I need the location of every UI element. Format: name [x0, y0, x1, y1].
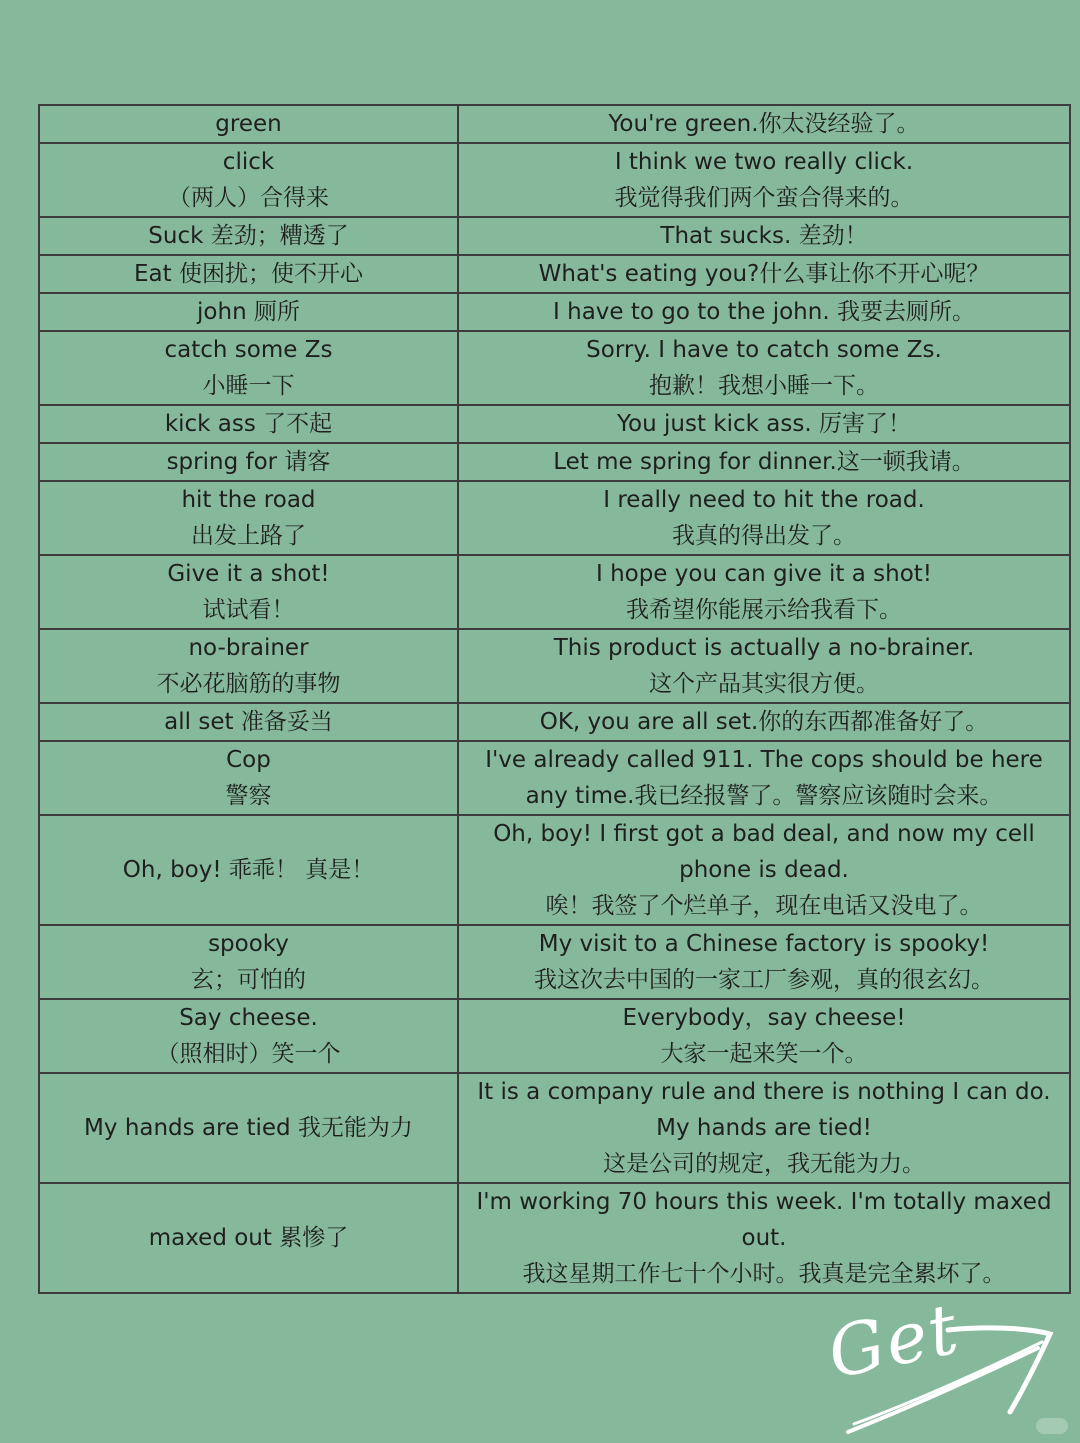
- table-row: [39, 217, 1070, 255]
- example-line: I'm working 70 hours this week. I'm totally maxed: [476, 1189, 1052, 1215]
- example-cell: [458, 405, 1070, 443]
- example-cell: [458, 555, 1070, 629]
- example-line: My visit to a Chinese factory is spooky!: [538, 931, 990, 957]
- example-line: That sucks. 差劲！: [660, 223, 868, 249]
- swoosh-arrow-icon: [828, 1300, 1068, 1440]
- table-row: [39, 443, 1070, 481]
- term-cell: [39, 293, 458, 331]
- table-row: [39, 999, 1070, 1073]
- term-cell: [39, 555, 458, 629]
- term-cell: [39, 481, 458, 555]
- term-line: hit the road: [181, 487, 316, 513]
- table-row: [39, 405, 1070, 443]
- term-line: kick ass 了不起: [164, 411, 333, 437]
- example-line: 这个产品其实很方便。: [649, 671, 879, 697]
- term-line: My hands are tied 我无能为力: [84, 1115, 413, 1141]
- example-line: 我觉得我们两个蛮合得来的。: [614, 185, 914, 211]
- example-line: OK, you are all set.你的东西都准备好了。: [539, 709, 989, 735]
- term-line: Oh, boy! 乖乖！ 真是！: [122, 857, 375, 883]
- term-line: 玄；可怕的: [191, 967, 306, 993]
- table-row: [39, 555, 1070, 629]
- example-line: I hope you can give it a shot!: [595, 561, 933, 587]
- table-row: [39, 255, 1070, 293]
- term-line: 试试看！: [202, 597, 295, 623]
- table-row: [39, 143, 1070, 217]
- term-line: Suck 差劲；糟透了: [148, 223, 349, 249]
- term-line: 出发上路了: [191, 523, 306, 549]
- example-line: 我希望你能展示给我看下。: [626, 597, 902, 623]
- example-line: out.: [741, 1225, 787, 1251]
- table-row: [39, 629, 1070, 703]
- example-line: 这是公司的规定，我无能为力。: [603, 1151, 925, 1177]
- term-line: （照相时）笑一个: [156, 1041, 341, 1067]
- example-line: What's eating you?什么事让你不开心呢？: [538, 261, 990, 287]
- term-line: spooky: [208, 931, 289, 957]
- table-row: [39, 925, 1070, 999]
- example-cell: [458, 217, 1070, 255]
- table-row: [39, 331, 1070, 405]
- term-cell: [39, 105, 458, 143]
- term-line: maxed out 累惨了: [148, 1225, 349, 1251]
- example-cell: [458, 703, 1070, 741]
- example-cell: [458, 815, 1070, 925]
- term-line: 警察: [225, 783, 272, 809]
- phrase-table-body: [39, 105, 1070, 1293]
- term-cell: [39, 1183, 458, 1293]
- example-line: Sorry. I have to catch some Zs.: [586, 337, 942, 363]
- term-line: （两人）合得来: [168, 185, 329, 211]
- term-line: 不必花脑筋的事物: [156, 671, 341, 697]
- term-line: Give it a shot!: [167, 561, 330, 587]
- example-cell: [458, 999, 1070, 1073]
- term-cell: [39, 255, 458, 293]
- term-line: Cop: [226, 747, 271, 773]
- term-line: spring for 请客: [166, 449, 331, 475]
- get-stamp: [820, 1287, 1068, 1440]
- example-cell: [458, 443, 1070, 481]
- term-line: all set 准备妥当: [164, 709, 333, 735]
- example-line: phone is dead.: [679, 857, 849, 883]
- example-line: Let me spring for dinner.这一顿我请。: [553, 449, 975, 475]
- example-line: You just kick ass. 厉害了！: [617, 411, 911, 437]
- term-cell: [39, 703, 458, 741]
- example-line: 大家一起来笑一个。: [660, 1041, 868, 1067]
- example-line: This product is actually a no-brainer.: [553, 635, 975, 661]
- example-line: I have to go to the john. 我要去厕所。: [553, 299, 975, 325]
- table-row: [39, 1183, 1070, 1293]
- example-cell: [458, 1183, 1070, 1293]
- term-cell: [39, 629, 458, 703]
- example-cell: [458, 925, 1070, 999]
- example-line: Everybody，say cheese!: [622, 1005, 906, 1031]
- example-line: 唉！我签了个烂单子，现在电话又没电了。: [545, 893, 983, 919]
- term-line: 小睡一下: [202, 373, 295, 399]
- phrase-table: [38, 104, 1071, 1294]
- term-line: catch some Zs: [164, 337, 333, 363]
- term-cell: [39, 443, 458, 481]
- example-cell: [458, 255, 1070, 293]
- term-line: green: [215, 111, 282, 137]
- table-row: [39, 105, 1070, 143]
- example-cell: [458, 1073, 1070, 1183]
- example-cell: [458, 293, 1070, 331]
- term-cell: [39, 925, 458, 999]
- example-cell: [458, 105, 1070, 143]
- table-row: [39, 703, 1070, 741]
- example-cell: [458, 481, 1070, 555]
- example-line: 我这星期工作七十个小时。我真是完全累坏了。: [522, 1261, 1006, 1287]
- example-line: I've already called 911. The cops should be here: [485, 747, 1043, 773]
- example-cell: [458, 741, 1070, 815]
- table-row: [39, 741, 1070, 815]
- table-row: [39, 815, 1070, 925]
- term-line: Eat 使困扰；使不开心: [134, 261, 363, 287]
- term-cell: [39, 143, 458, 217]
- example-line: 我真的得出发了。: [672, 523, 856, 549]
- term-cell: [39, 405, 458, 443]
- table-row: [39, 1073, 1070, 1183]
- term-line: click: [222, 149, 275, 175]
- term-cell: [39, 741, 458, 815]
- example-line: I really need to hit the road.: [603, 487, 925, 513]
- term-cell: [39, 217, 458, 255]
- example-line: 抱歉！我想小睡一下。: [649, 373, 879, 399]
- example-line: Oh, boy! I first got a bad deal, and now my cell: [493, 821, 1035, 847]
- term-line: john 厕所: [197, 299, 300, 325]
- watermark-badge: [1036, 1418, 1068, 1434]
- table-row: [39, 481, 1070, 555]
- example-line: My hands are tied!: [656, 1115, 872, 1141]
- example-cell: [458, 331, 1070, 405]
- term-cell: [39, 999, 458, 1073]
- term-cell: [39, 815, 458, 925]
- get-stamp-text: Get: [820, 1287, 967, 1395]
- example-line: any time.我已经报警了。警察应该随时会来。: [525, 783, 1003, 809]
- example-cell: [458, 629, 1070, 703]
- term-cell: [39, 331, 458, 405]
- table-row: [39, 293, 1070, 331]
- example-line: 我这次去中国的一家工厂参观，真的很玄幻。: [534, 967, 994, 993]
- term-line: Say cheese.: [179, 1005, 318, 1031]
- term-cell: [39, 1073, 458, 1183]
- example-cell: [458, 143, 1070, 217]
- example-line: I think we two really click.: [614, 149, 914, 175]
- term-line: no-brainer: [188, 635, 309, 661]
- example-line: You're green.你太没经验了。: [608, 111, 920, 137]
- example-line: It is a company rule and there is nothing I can do.: [477, 1079, 1051, 1105]
